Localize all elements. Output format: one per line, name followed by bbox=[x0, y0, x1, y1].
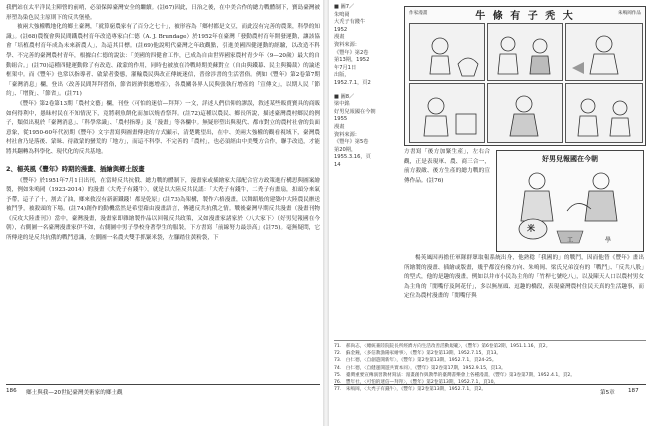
caption-line: 漫畫 bbox=[334, 34, 345, 41]
comic-tag: 作家漫畫 bbox=[409, 11, 428, 16]
figure-caption-8 bbox=[334, 94, 400, 170]
body-paragraph: 《豐年》於1951年7月1日出刊，在當時反共抗俄、總力戰的體制下，漫畫家或插繪家大部配合官方政策進行構思與圖案繪製，例如朱鳴岡（1923-2014）的漫畫〈大秃子有錢牛〉，就是以大陸反共民謠：「大秃子有錢牛，二秃子有畫扇，扣頭分來氣予帶，這子了十，割去了油，鄉來救沒有新新鐵錢！都是乾原」(註73)為架構，製作六格漫畫，以舞蹈般的建築中大陸農民辦送被鬥爭，被殺頭的下場。(註74)創作的動機當然是希望藉由漫畫語言，傳遞反共抗俄之情。戰後臺灣早期反共漫畫（漫畫刊物《反攻大陸畫刊》）當中，臺灣漫畫，漫畫家即雜繪製作品以回報反共政策，又如漫畫家諸家於〈八大家下〉（好男兒報國在今朝），右側圖一名臺灣漫畫家伊不如，右側圖中男子學校身著學生的服裝，下方書寫「前線努力最崇高」(註75)。毫無疑問，它所傳達的是反共抗俄的戰鬥意識，左側圖一名農夫雙手抓緊米袋，左腳踏住黃粉袋，下 bbox=[6, 177, 320, 242]
comic-panel bbox=[565, 83, 643, 143]
caption-line: 資料來源： bbox=[334, 131, 360, 138]
body-paragraph: 我們站在太平洋民主陣營的前哨，必須保障臺灣安全的繼續。(註67)因此，日治之後，在中美合作的總力戰體制下，寶島臺灣被形塑為染色民主原則下的反共堡壘。 bbox=[6, 5, 320, 21]
figure-caption-7 bbox=[334, 4, 400, 88]
comic-title: 好男兒報國在今朝 bbox=[542, 154, 598, 163]
text-column-short bbox=[404, 148, 490, 186]
caption-line: 朱鳴岡 bbox=[334, 11, 350, 18]
caption-line: 14 bbox=[334, 161, 341, 168]
caption-line: 資料來源： bbox=[334, 41, 360, 48]
chapter-label: 第5章 bbox=[600, 390, 615, 396]
caption-line: 第13期，1952 bbox=[334, 57, 370, 64]
page-number-right: 187 bbox=[628, 388, 639, 394]
caption-line: 第20期， bbox=[334, 146, 357, 153]
caption-line: 1955.3.16，頁 bbox=[334, 154, 371, 161]
section-heading: 2、楊英風《豐年》時期的漫畫、插繪與鄉土版畫 bbox=[6, 164, 145, 173]
footnote: 73. 白仁德，〈自創遊開新年〉，《豐年》第2卷第13期，1952.7.1，頁24-25。 bbox=[334, 358, 497, 364]
page-number-left: 186 bbox=[6, 388, 17, 394]
comic-panel bbox=[487, 23, 563, 81]
footer-rule bbox=[334, 384, 646, 385]
propaganda-comic bbox=[496, 150, 644, 252]
footer-rule bbox=[6, 384, 320, 385]
footnote: 75. 臺灣重要宣傳演習教材寫法：漫畫創作與教學的臺灣書樂會上各種漫畫，《豐年》第3卷第7期，1952.4.1，頁2。 bbox=[334, 372, 575, 378]
caption-line: 梁中銘 bbox=[334, 101, 350, 108]
body-paragraph: 楊英風因再擔任軍隊群眾取報系統出身，他熟稔「我國的」的戰鬥，因而他替《豐年》畫出所繪製的漫畫、插繪或版畫，幾乎都沒有像方向、朱鳴岡、梁氏兄弟沒有的「戰鬥」、「反共八股」的型式，他的是趣的漫畫，例如以井市小民為主角的「竹桿七號吃八」，以及陳天人口以農村男女為主角的「閒嘴仔及阿花仔」，多以無厘頭、逗趣的橋段，表現臺灣農村住民天真的生活趣事，而定位為農村漫畫的「閒嘴仔與 bbox=[404, 255, 644, 300]
caption-line: 好男兒報國在今朝 bbox=[334, 108, 376, 115]
body-paragraph: 被兩大強權戰地化的鄉土臺灣，「就算窮農家有了百分之七十」，被形容為「鄉村都是文豆，而此沒有完善的農業，科學的知識」。(註68)農復會與民間鐵農村育年改造專家白仁德（A. J. Brundage）於1952年在臺灣「發動農村育年開發運動，讓該協會「培植農村育年成為未來新農人」，為這其目標。(註69)他說明代臺灣之年政觀點，引進美國四健運動的經驗，以改造不科學、不完善的臺灣農村青年，根據白仁德的說法：「美國的四健會工作，已成為自由世界國家農村青少年（9—20歲）最大的自動組合。」(註70)這種四健運動除了有改造、啟蒙的作用，同時也被放在冷戰時期美蘇對立（自由與鐵幕、民主與獨裁）的論述框架中。而《豐年》也常以指導者、啟蒙者姿態，灌輸農民與改正傳統迷信，普徐涉書的生活習俗。例如《豐年》第2卷第7期「臺灣消息」欄，登出〈改善民間拜拜習俗，節省經濟供應增產〉，各農關各界人民與張執行增產的「宣傳文」，以期人民「節約」、「增資」、「節省」。(註71) bbox=[6, 24, 320, 98]
figure-number: ■ 圖8／ bbox=[334, 93, 355, 100]
figure-label: 學 bbox=[605, 237, 612, 244]
caption-line: 漫畫 bbox=[334, 123, 345, 130]
body-paragraph: 方書寫「後方加緊生產」，左右合觀，正是表現軍、農、商三合一，前方殺敵、後方生產的總力戰的宣傳作品。(註76) bbox=[404, 149, 490, 184]
footnote: 77. 朱鳴岡，〈大秃子有錢牛〉，《豐年》第2卷第13期，1952.7.1，頁2。 bbox=[334, 387, 486, 393]
right-page bbox=[334, 4, 646, 406]
panel-drawing bbox=[566, 24, 642, 80]
footnote: 71. 郝尚志，〈總統兼陸院院長所經濟方向生活改善活動規範〉，《豐年》第6卷第2期，1951.1.16，頁2。 bbox=[334, 344, 551, 349]
caption-line: 1952.7.1，頁2 bbox=[334, 79, 371, 86]
figure-number: ■ 圖7／ bbox=[334, 4, 355, 10]
six-panel-comic bbox=[404, 6, 646, 146]
sack-label: 米 bbox=[527, 223, 535, 233]
panel-drawing bbox=[410, 24, 484, 80]
figure-captions bbox=[334, 4, 400, 175]
caption-line: 《豐年》第5卷 bbox=[334, 139, 369, 146]
comic-tag: 朱鳴岡作品 bbox=[618, 11, 641, 16]
footnote: 74. 白仁德，〈自健運開遊共實本同〉，《豐年》第2卷第17期，1952.9.15，頁13。 bbox=[334, 365, 506, 371]
left-page bbox=[6, 4, 320, 406]
footnotes bbox=[334, 340, 646, 393]
panel-drawing bbox=[488, 24, 562, 80]
panel-drawing bbox=[410, 84, 484, 142]
running-title: 鄉土與我—20世紀臺灣美術家的鄉土觀 bbox=[26, 390, 123, 396]
caption-line: 1952 bbox=[334, 26, 348, 33]
caption-line: 出版， bbox=[334, 72, 350, 79]
caption-line: 年7月1日 bbox=[334, 64, 357, 71]
caption-line: 大秃子有錢牛 bbox=[334, 19, 366, 26]
comic-panel bbox=[409, 83, 485, 143]
panel-drawing bbox=[566, 84, 642, 142]
figure-label: 工 bbox=[567, 237, 574, 244]
body-paragraph: 《豐年》第2卷第13期「農村文藝」欄，刊登〈可怕的迷信—拜拜〉一文，詳述人們信仰的謬誤，敘述某些販賣寶具的商販如何得利中，愚昧村民在不知情況下，竟將刺魚餅化而加以燒香祭拜。(註72)這種以農民、鄉長所說，描述臺灣農村鄉民的例子，類似出現於「臺灣消息」、「科學常識」、「農村指導」及「漫畫」等各欄中。無疑形塑出與現代、都市對立的農村社會的負面意象，從1950-60年代初期《豐年》文字書寫與圖畫傳達的方式顯示，清楚眺望出，在中、美兩大強權的觀看視域下，臺灣農村社會乃是落後、蒙昧、待啟蒙的蠻荒的「地方」，而這不科學、不完善的「農村」，也必須經由中美雙方合作，聯手改造，才能將其翻轉為科學化、現代化的反共基地。 bbox=[6, 100, 320, 155]
text-column bbox=[404, 254, 644, 302]
caption-line: 1955 bbox=[334, 116, 348, 123]
footnote: 72. 蘇金鐘，〈多信教漁陽家繪事〉，《豐年》第2卷第13期，1952.7.15，頁13。 bbox=[334, 351, 502, 357]
comic-panel bbox=[487, 83, 563, 143]
book-gutter bbox=[323, 0, 329, 426]
caption-line: 《豐年》第2卷 bbox=[334, 49, 369, 56]
comic-panel bbox=[409, 23, 485, 81]
comic-panel bbox=[565, 23, 643, 81]
panel-drawing bbox=[488, 84, 562, 142]
comic-title: 牛 條 有 子 秃 大 bbox=[475, 11, 575, 22]
footnote: 76. 豐年社，〈可怕的迷信—拜拜〉，《豐年》第2卷第13期，1952.7.1，頁10。 bbox=[334, 380, 499, 386]
